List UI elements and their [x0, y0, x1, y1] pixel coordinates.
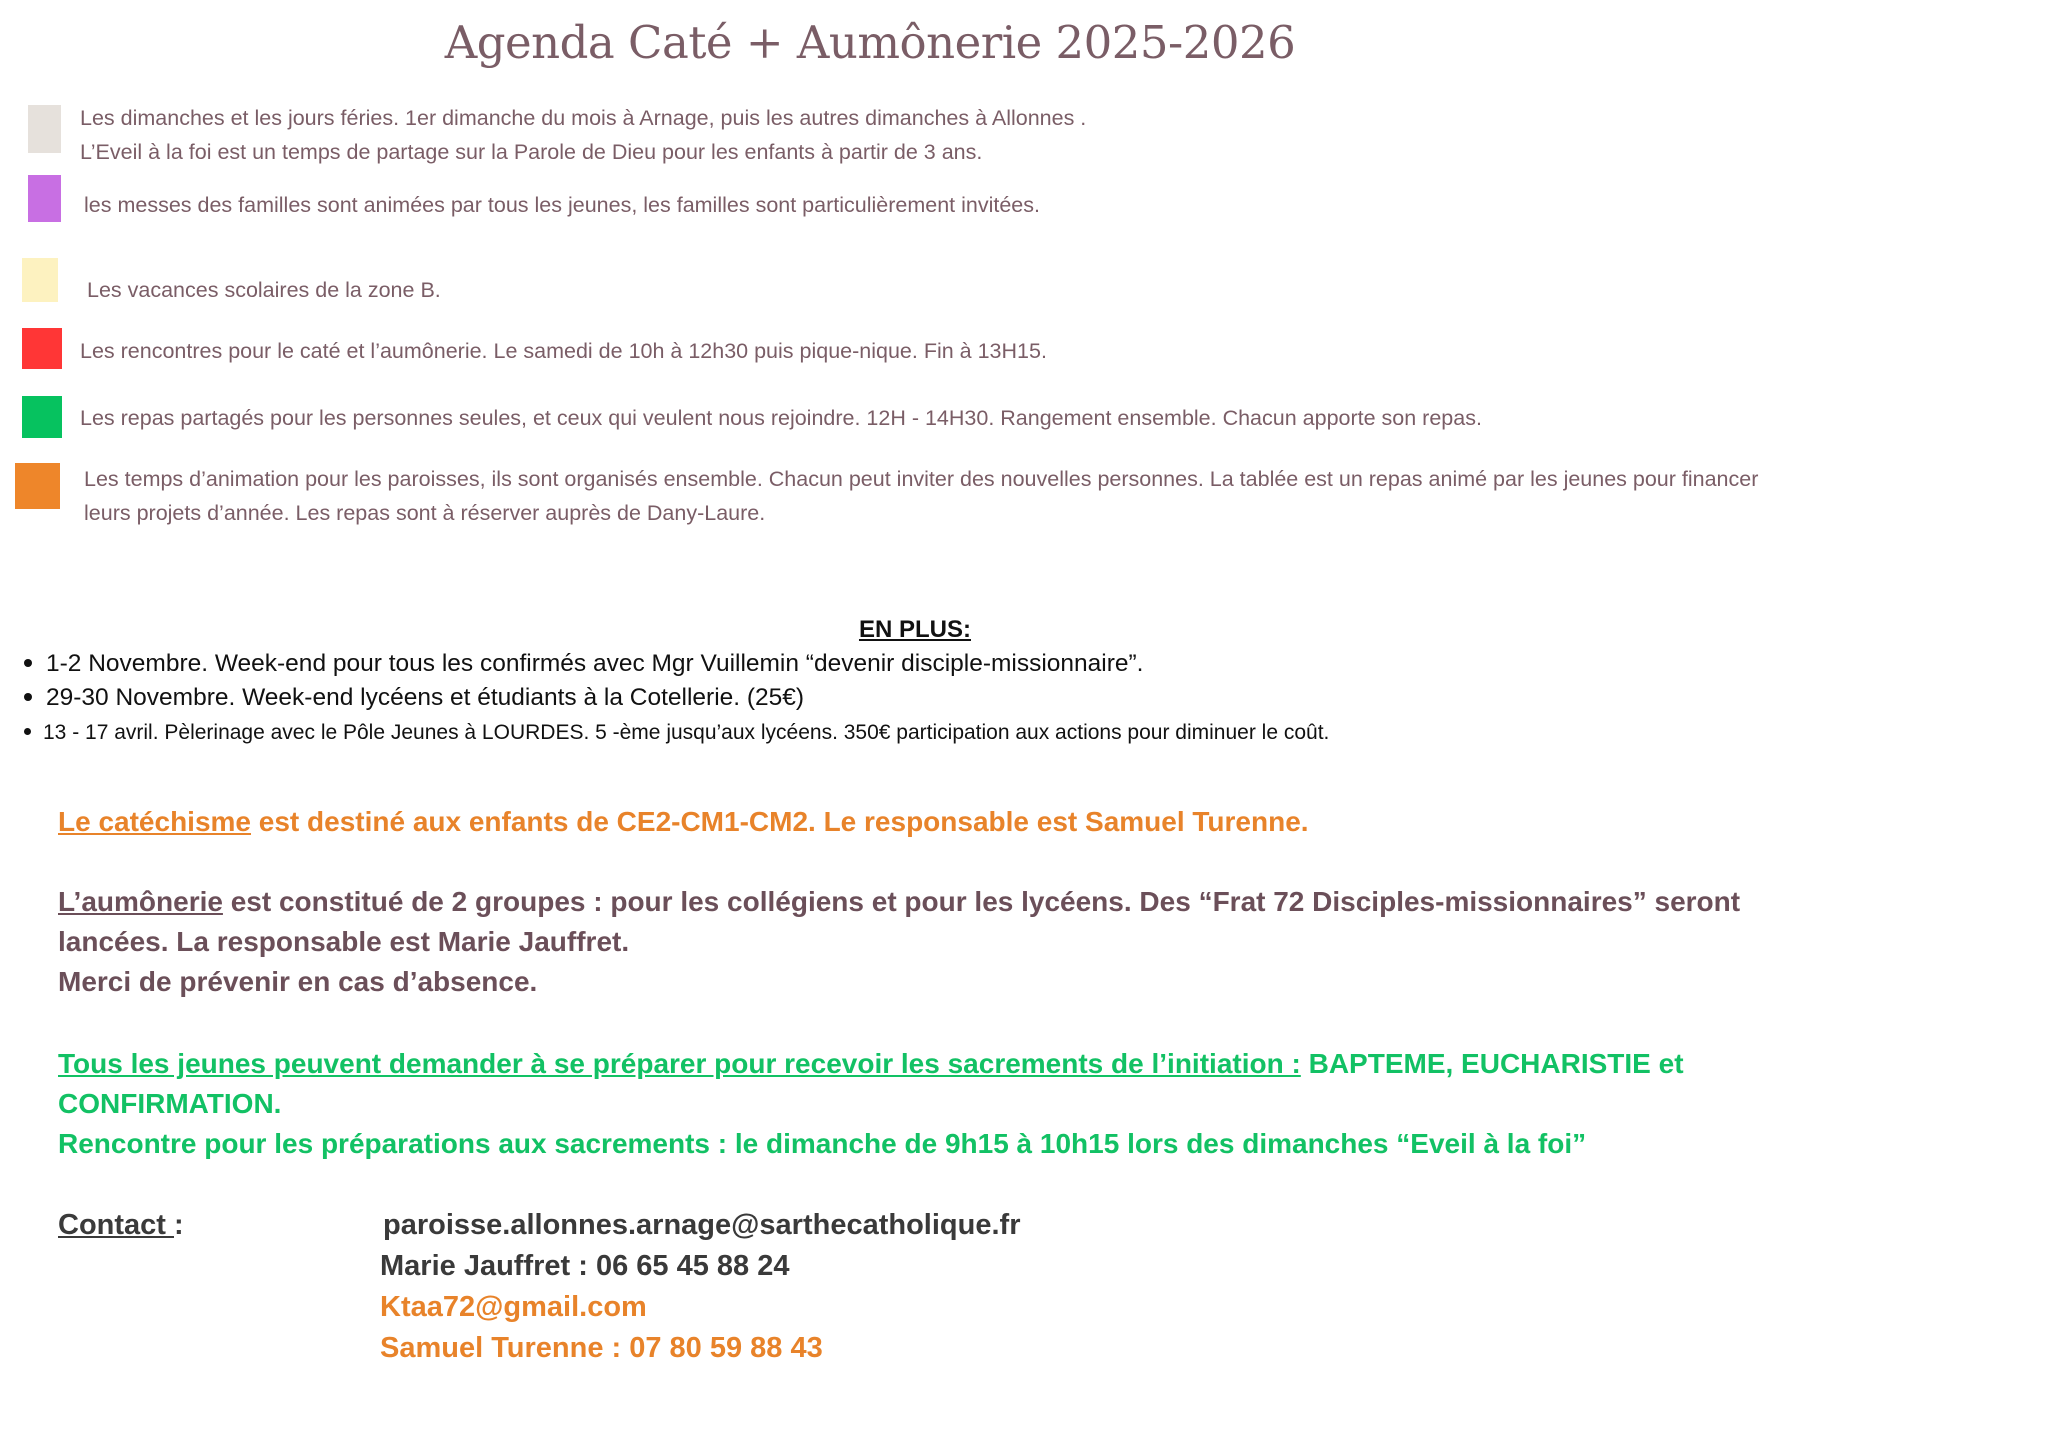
catechisme-link[interactable]: Le catéchisme	[58, 806, 251, 837]
sacrements-text: Rencontre pour les préparations aux sacrements : le dimanche de 9h15 à 10h15 lors des dimanches “Eveil à la foi”	[58, 1128, 1587, 1159]
legend-swatch-shared-meals	[22, 396, 62, 438]
page-title: Agenda Caté + Aumônerie 2025-2026	[444, 16, 1296, 69]
aumonerie-link[interactable]: L’aumônerie	[58, 886, 223, 917]
catechisme-text: est destiné aux enfants de CE2-CM1-CM2. Le responsable est Samuel Turenne.	[251, 806, 1309, 837]
legend-line: leurs projets d’année. Les repas sont à réserver auprès de Dany-Laure.	[84, 501, 766, 525]
legend-swatch-sundays	[28, 105, 61, 153]
legend-text-animation	[84, 462, 1758, 530]
contact-email-ktaa[interactable]: Ktaa72@gmail.com	[380, 1291, 647, 1323]
en-plus-heading: EN PLUS:	[858, 616, 971, 643]
contact-label: Contact :	[58, 1209, 184, 1241]
bullet-icon	[24, 693, 32, 701]
bullet-icon	[24, 728, 31, 735]
sacrements-text: CONFIRMATION.	[58, 1088, 282, 1119]
legend-line: L’Eveil à la foi est un temps de partage sur la Parole de Dieu pour les enfants à partir de 3 ans.	[80, 140, 983, 164]
sacrements-link[interactable]: Tous les jeunes peuvent demander à se préparer pour recevoir les sacrements de l’initiation :	[58, 1048, 1301, 1079]
legend-text-sundays	[80, 101, 1086, 169]
aumonerie-paragraph	[58, 882, 1740, 1002]
sacrements-paragraph	[58, 1044, 1684, 1164]
catechisme-paragraph	[58, 802, 1309, 842]
contact-marie-phone[interactable]: Marie Jauffret : 06 65 45 88 24	[380, 1250, 790, 1282]
aumonerie-text: est constitué de 2 groupes : pour les collégiens et pour les lycéens. Des “Frat 72 Disciples-missionnaires” seront	[222, 886, 1741, 917]
aumonerie-text: Merci de prévenir en cas d’absence.	[58, 966, 538, 997]
list-item: 29-30 Novembre. Week-end lycéens et étudiants à la Cotellerie. (25€)	[24, 684, 804, 712]
legend-line: Les repas partagés pour les personnes seules, et ceux qui veulent nous rejoindre. 12H - 14H30. Rangement ensemble. Chacun apporte son repas.	[80, 406, 1482, 430]
legend-text-shared-meals	[80, 401, 1482, 435]
bullet-icon	[24, 659, 32, 667]
list-item: 13 - 17 avril. Pèlerinage avec le Pôle Jeunes à LOURDES. 5 -ème jusqu’aux lycéens. 350€ participation aux actions pour diminuer le coût.	[24, 721, 1329, 745]
legend-line: Les rencontres pour le caté et l’aumônerie. Le samedi de 10h à 12h30 puis pique-nique. Fin à 13H15.	[80, 339, 1047, 363]
legend-line: Les temps d’animation pour les paroisses, ils sont organisés ensemble. Chacun peut inviter des nouvelles personnes. La tablée est un repas animé par les jeunes pour financer	[84, 467, 1759, 491]
legend-text-family-mass	[84, 188, 1040, 222]
contact-email-parish[interactable]: paroisse.allonnes.arnage@sarthecatholique.fr	[383, 1209, 1021, 1241]
legend-swatch-animation	[15, 463, 60, 509]
list-item: 1-2 Novembre. Week-end pour tous les confirmés avec Mgr Vuillemin “devenir disciple-missionnaire”.	[24, 650, 1144, 678]
legend-swatch-holidays	[22, 258, 58, 302]
legend-text-meetings	[80, 334, 1047, 368]
aumonerie-text: lancées. La responsable est Marie Jauffret.	[58, 926, 630, 957]
legend-line: les messes des familles sont animées par tous les jeunes, les familles sont particulièrement invitées.	[84, 193, 1040, 217]
legend-swatch-family-mass	[28, 175, 61, 222]
contact-samuel-phone[interactable]: Samuel Turenne : 07 80 59 88 43	[380, 1332, 823, 1364]
sacrements-text: BAPTEME, EUCHARISTIE et	[1300, 1048, 1684, 1079]
legend-text-holidays	[87, 273, 441, 307]
legend-line: Les vacances scolaires de la zone B.	[87, 278, 441, 302]
legend-swatch-meetings	[22, 328, 62, 369]
legend-line: Les dimanches et les jours féries. 1er dimanche du mois à Arnage, puis les autres dimanches à Allonnes .	[80, 106, 1087, 130]
